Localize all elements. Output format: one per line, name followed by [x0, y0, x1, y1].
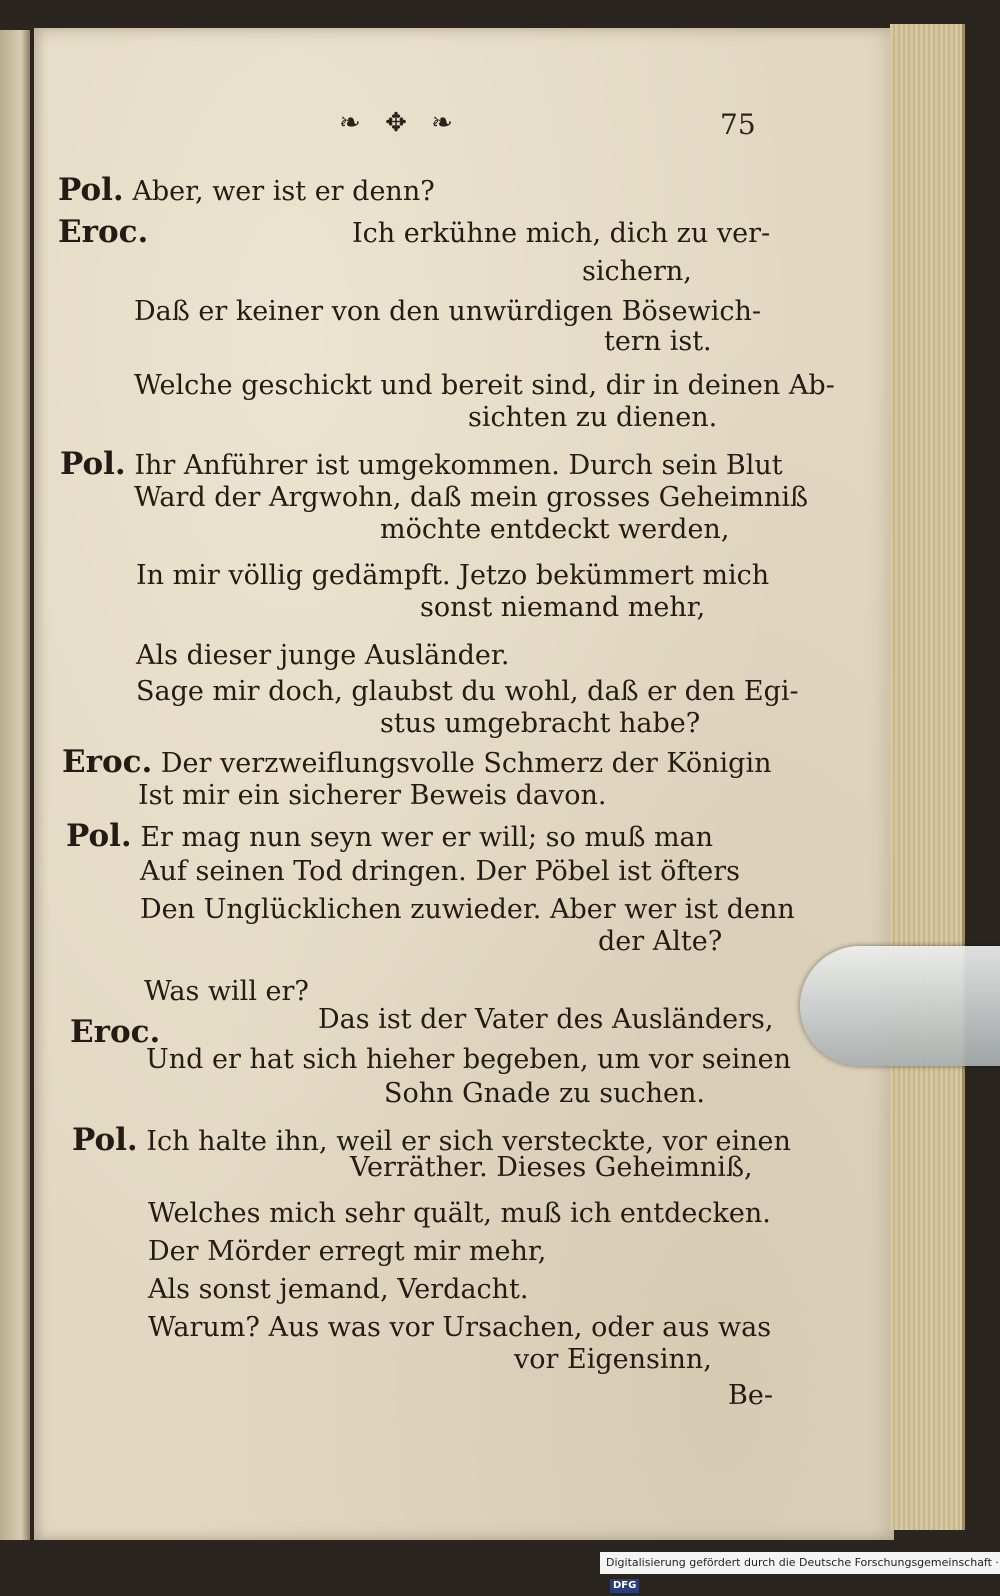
text-line [134, 296, 761, 327]
line-text: sichten zu dienen. [468, 402, 718, 433]
speaker-label: Pol. [66, 818, 132, 854]
line-text: Sage mir doch, glaubst du wohl, daß er den Egi- [136, 676, 799, 707]
text-line [58, 214, 148, 250]
facing-page-edge [0, 30, 30, 1540]
text-line [134, 370, 835, 401]
line-text: Auf seinen Tod dringen. Der Pöbel ist öfters [140, 856, 741, 887]
line-text: Als sonst jemand, Verdacht. [148, 1274, 529, 1305]
line-text: Ward der Argwohn, daß mein grosses Geheimniß [134, 482, 808, 513]
text-line [604, 326, 712, 357]
page-number: 75 [720, 108, 756, 141]
text-line [420, 592, 705, 623]
line-text: Ist mir ein sicherer Beweis davon. [138, 780, 607, 811]
speaker-label: Eroc. [62, 744, 153, 780]
line-text: In mir völlig gedämpft. Jetzo bekümmert mich [136, 560, 770, 591]
line-text: vor Eigensinn, [514, 1344, 712, 1375]
text-line [318, 1004, 773, 1035]
text-line [140, 856, 740, 887]
dfg-logo: DFG [610, 1579, 639, 1593]
text-line [66, 818, 713, 854]
speaker-label: Pol. [60, 446, 126, 482]
line-text: Der Mörder erregt mir mehr, [148, 1236, 547, 1267]
line-text: Ich halte ihn, weil er sich versteckte, vor einen [146, 1126, 791, 1157]
text-line [138, 780, 606, 811]
text-line [146, 1044, 791, 1075]
text-line [148, 1198, 771, 1229]
line-text: Er mag nun seyn wer er will; so muß man [140, 822, 714, 853]
text-line [136, 560, 769, 591]
line-text: Aber, wer ist er denn? [132, 176, 435, 207]
page-clip [800, 946, 1000, 1066]
text-line [60, 446, 783, 482]
speaker-label: Eroc. [70, 1014, 161, 1050]
ornament-header: ❧ ✥ ❧ [339, 108, 461, 138]
text-line [514, 1344, 712, 1375]
line-text: Welches mich sehr quält, muß ich entdecken. [148, 1198, 771, 1229]
line-text: Verräther. Dieses Geheimniß, [350, 1152, 753, 1183]
text-line [380, 514, 729, 545]
speaker-label: Eroc. [58, 214, 149, 250]
line-text: Daß er keiner von den unwürdigen Bösewich- [134, 296, 762, 327]
line-text: Was will er? [144, 976, 309, 1007]
text-line [148, 1236, 546, 1267]
speaker-label: Pol. [72, 1122, 138, 1158]
line-text: Den Unglücklichen zuwieder. Aber wer ist denn [140, 894, 795, 925]
text-line [380, 708, 700, 739]
footer-text: Digitalisierung gefördert durch die Deutsche Forschungsgemeinschaft · [606, 1556, 999, 1569]
line-text: stus umgebracht habe? [380, 708, 701, 739]
line-text: der Alte? [598, 926, 723, 957]
catchword [728, 1380, 773, 1411]
line-text: sonst niemand mehr, [420, 592, 706, 623]
line-text: Der verzweiflungsvolle Schmerz der Königin [160, 748, 772, 779]
text-line [134, 482, 808, 513]
text-line [582, 256, 692, 287]
text-line [144, 976, 309, 1007]
page-edges [890, 24, 965, 1530]
text-line [468, 402, 717, 433]
text-line [352, 218, 770, 249]
line-text: sichern, [582, 256, 692, 287]
line-text: Das ist der Vater des Ausländers, [318, 1004, 774, 1035]
line-text: Und er hat sich hieher begeben, um vor seinen [146, 1044, 791, 1075]
line-text: tern ist. [604, 326, 712, 357]
text-line [140, 894, 795, 925]
text-line [62, 744, 771, 780]
speaker-label: Pol. [58, 172, 124, 208]
line-text: Welche geschickt und bereit sind, dir in deinen Ab- [134, 370, 835, 401]
text-line [350, 1152, 753, 1183]
digitization-footer [600, 1552, 1000, 1591]
text-line [136, 640, 509, 671]
line-text: möchte entdeckt werden, [380, 514, 730, 545]
text-line [148, 1274, 528, 1305]
line-text: Ihr Anführer ist umgekommen. Durch sein Blut [134, 450, 783, 481]
line-text: Warum? Aus was vor Ursachen, oder aus was [148, 1312, 772, 1343]
text-line [136, 676, 799, 707]
text-line [58, 172, 435, 208]
text-line [148, 1312, 771, 1343]
line-text: Sohn Gnade zu suchen. [384, 1078, 705, 1109]
line-text: Be- [728, 1380, 773, 1411]
line-text: Als dieser junge Ausländer. [136, 640, 510, 671]
line-text: Ich erkühne mich, dich zu ver- [352, 218, 771, 249]
text-line [598, 926, 722, 957]
text-line [384, 1078, 705, 1109]
